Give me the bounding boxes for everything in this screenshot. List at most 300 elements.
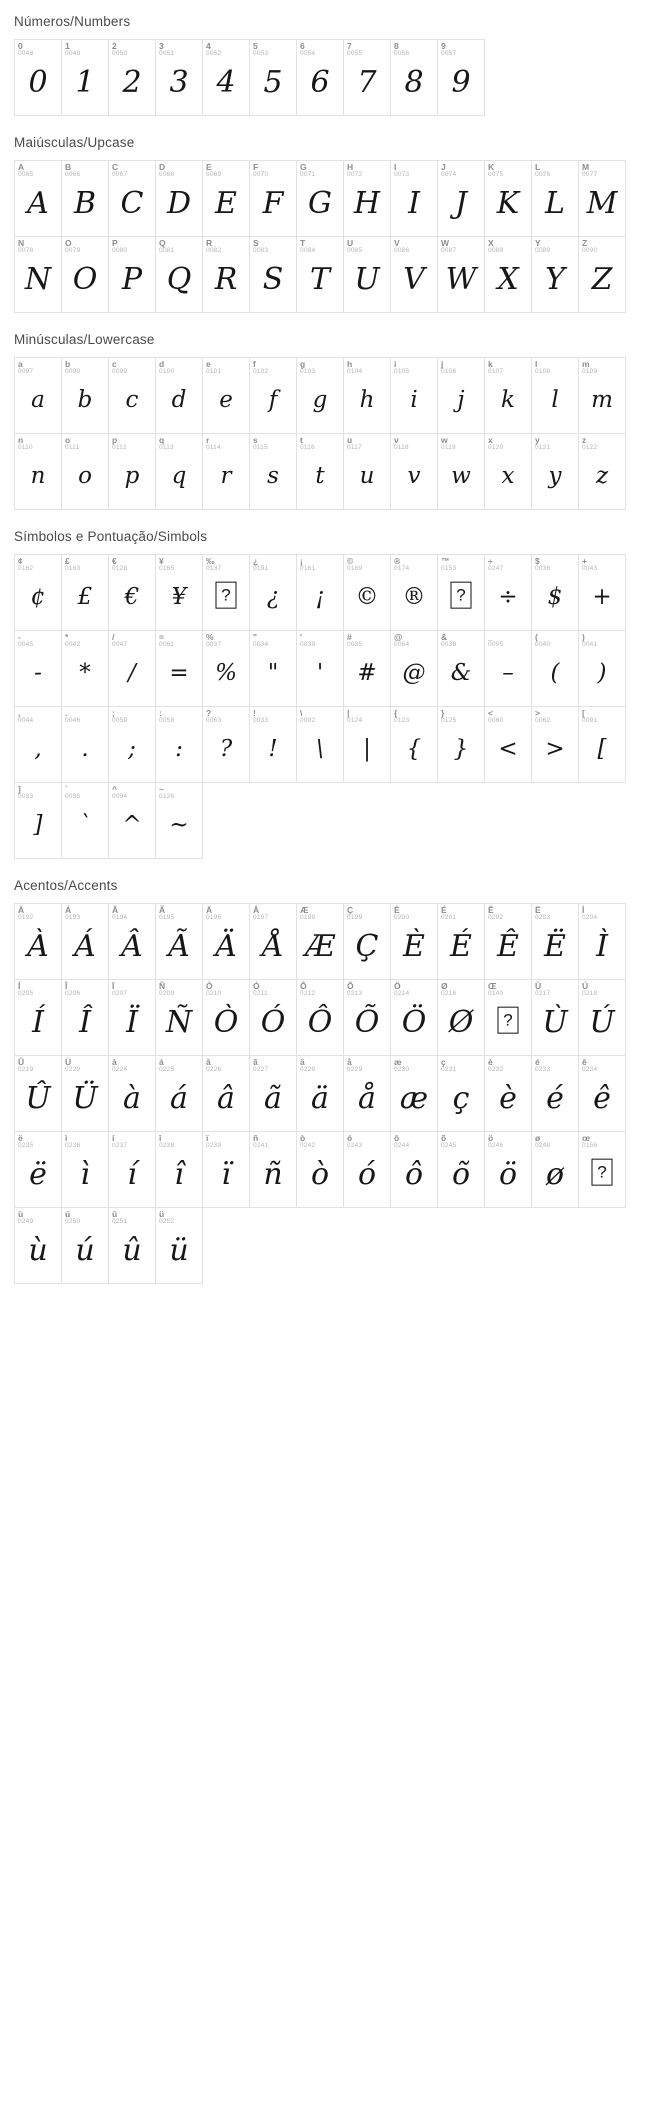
glyph-cell[interactable] [14,554,62,631]
glyph-cell[interactable] [202,979,250,1056]
glyph-char-label: 0 [18,41,23,51]
glyph-cell[interactable] [61,1207,109,1284]
glyph-cell[interactable] [578,706,626,783]
glyph-cell[interactable] [108,160,156,237]
glyph-render: Ù [542,1004,568,1040]
glyph-cell[interactable] [61,1131,109,1208]
glyph-cell[interactable] [249,160,297,237]
glyph-cell[interactable] [155,160,203,237]
glyph-char-label: | [347,708,350,718]
glyph-cell[interactable] [61,160,109,237]
glyph-char-label: Q [159,238,166,248]
glyph-render: > [545,736,565,762]
glyph-code-label: 0192 [18,913,34,921]
glyph-cell[interactable] [437,903,485,980]
glyph-render: w [451,463,471,489]
glyph-code-label: 0055 [347,49,363,57]
glyph-cell[interactable] [249,357,297,434]
glyph-cell[interactable] [249,1131,297,1208]
glyph-code-label: 0090 [582,246,598,254]
glyph-char-label: Œ [488,981,497,991]
glyph-cell[interactable] [202,357,250,434]
glyph-char-label: _ [488,632,493,642]
glyph-char-label: 1 [65,41,70,51]
glyph-cell[interactable] [202,1055,250,1132]
glyph-code-label: 0214 [394,989,410,997]
glyph-cell[interactable] [14,979,62,1056]
glyph-char-label: á [159,1057,164,1067]
glyph-cell[interactable] [14,630,62,707]
glyph-cell[interactable] [155,706,203,783]
glyph-grid [0,903,661,1283]
glyph-code-label: 0237 [112,1141,128,1149]
glyph-render: Ø [448,1004,474,1040]
glyph-cell[interactable] [61,903,109,980]
glyph-cell[interactable] [484,357,532,434]
glyph-cell[interactable] [108,1131,156,1208]
glyph-code-label: 0091 [582,716,598,724]
glyph-cell[interactable] [343,554,391,631]
glyph-code-label: 0219 [18,1065,34,1073]
glyph-cell[interactable] [14,357,62,434]
glyph-cell[interactable] [155,357,203,434]
glyph-cell[interactable] [296,630,344,707]
glyph-cell[interactable] [343,979,391,1056]
glyph-render: ! [268,736,278,762]
glyph-render: g [312,387,328,413]
glyph-cell[interactable] [296,39,344,116]
glyph-cell[interactable] [202,236,250,313]
glyph-cell[interactable] [61,706,109,783]
glyph-cell[interactable] [390,236,438,313]
glyph-code-label: 0228 [300,1065,316,1073]
glyph-cell[interactable] [108,554,156,631]
glyph-render: h [359,387,375,413]
glyph-cell[interactable] [61,39,109,116]
glyph-cell[interactable] [14,1131,62,1208]
glyph-cell[interactable] [155,1207,203,1284]
glyph-char-label: 8 [394,41,399,51]
glyph-cell[interactable] [14,433,62,510]
glyph-char-label: t [300,435,303,445]
glyph-char-label: s [253,435,258,445]
glyph-char-label: ) [582,632,585,642]
glyph-cell[interactable] [390,433,438,510]
glyph-code-label: 0209 [159,989,175,997]
section-accents [0,864,661,1283]
glyph-char-label: Ø [441,981,448,991]
glyph-cell[interactable] [343,1131,391,1208]
glyph-cell[interactable] [155,782,203,859]
glyph-char-label: ø [535,1133,541,1143]
glyph-char-label: $ [535,556,540,566]
glyph-char-label: Ú [582,981,589,991]
glyph-render: U [354,261,380,297]
glyph-cell[interactable] [155,554,203,631]
glyph-code-label: 0120 [488,443,504,451]
glyph-char-label: Õ [347,981,354,991]
glyph-char-label: Ë [535,905,541,915]
glyph-char-label: L [535,162,541,172]
glyph-cell[interactable] [155,979,203,1056]
glyph-cell[interactable] [14,1055,62,1132]
glyph-cell[interactable] [155,630,203,707]
glyph-cell[interactable] [155,1131,203,1208]
glyph-cell[interactable] [202,554,250,631]
glyph-code-label: 0061 [159,640,175,648]
glyph-cell[interactable] [296,433,344,510]
glyph-cell[interactable] [61,554,109,631]
glyph-cell[interactable] [343,706,391,783]
glyph-cell[interactable] [578,554,626,631]
glyph-render: Ô [307,1004,333,1040]
glyph-cell[interactable] [531,554,579,631]
glyph-char-label: J [441,162,446,172]
glyph-code-label: 0191 [253,564,269,572]
glyph-cell[interactable] [108,630,156,707]
glyph-cell[interactable] [108,782,156,859]
glyph-cell[interactable] [390,357,438,434]
glyph-char-label: v [394,435,399,445]
glyph-cell[interactable] [484,630,532,707]
glyph-char-label: Y [535,238,541,248]
glyph-code-label: 0062 [535,716,551,724]
glyph-render: z [595,463,609,489]
glyph-cell[interactable] [155,433,203,510]
glyph-cell[interactable] [437,1055,485,1132]
glyph-cell[interactable] [296,160,344,237]
glyph-cell[interactable] [61,1055,109,1132]
section-title: Números/Numbers [14,14,131,29]
glyph-char-label: £ [65,556,70,566]
glyph-cell[interactable] [531,236,579,313]
glyph-render: \ [316,736,324,762]
glyph-cell[interactable] [108,1207,156,1284]
glyph-code-label: 0078 [18,246,34,254]
glyph-cell[interactable] [484,433,532,510]
glyph-cell[interactable] [343,903,391,980]
glyph-cell[interactable] [390,706,438,783]
glyph-render: Ò [213,1004,239,1040]
glyph-code-label: 0066 [65,170,81,178]
glyph-code-label: 0122 [582,443,598,451]
glyph-cell[interactable] [578,236,626,313]
glyph-render: ú [75,1232,95,1268]
glyph-char-label: ¥ [159,556,164,566]
glyph-cell[interactable] [390,39,438,116]
glyph-code-label: 0086 [394,246,410,254]
glyph-cell[interactable] [390,630,438,707]
glyph-cell[interactable] [343,236,391,313]
glyph-cell[interactable] [437,630,485,707]
glyph-cell[interactable] [484,236,532,313]
glyph-render: G [308,185,332,221]
glyph-cell[interactable] [202,706,250,783]
glyph-cell[interactable] [578,1055,626,1132]
glyph-cell[interactable] [531,706,579,783]
glyph-char-label: " [253,632,258,642]
glyph-char-label: Â [112,905,119,915]
glyph-cell[interactable] [61,979,109,1056]
glyph-code-label: 0088 [488,246,504,254]
glyph-cell[interactable] [484,1055,532,1132]
glyph-cell[interactable] [484,979,532,1056]
glyph-code-label: 0121 [535,443,551,451]
glyph-cell[interactable] [202,39,250,116]
glyph-cell[interactable] [437,39,485,116]
glyph-cell[interactable] [296,903,344,980]
glyph-cell[interactable] [343,160,391,237]
glyph-char-label: / [112,632,115,642]
glyph-cell[interactable] [202,160,250,237]
glyph-char-label: d [159,359,165,369]
glyph-render: S [262,261,284,297]
glyph-cell[interactable] [61,433,109,510]
glyph-char-label: Î [65,981,68,991]
glyph-code-label: 0103 [300,367,316,375]
glyph-cell[interactable] [390,160,438,237]
glyph-cell[interactable] [249,39,297,116]
glyph-cell[interactable] [390,554,438,631]
glyph-code-label: 0236 [65,1141,81,1149]
glyph-char-label: Ù [535,981,542,991]
section-lowercase [0,318,661,509]
glyph-cell[interactable] [390,1055,438,1132]
glyph-cell[interactable] [108,39,156,116]
glyph-render: ` [79,812,91,838]
glyph-cell[interactable] [531,903,579,980]
glyph-cell[interactable] [578,903,626,980]
glyph-char-label: @ [394,632,403,642]
glyph-char-label: # [347,632,352,642]
glyph-cell[interactable] [437,1131,485,1208]
glyph-char-label: K [488,162,495,172]
glyph-render: ® [402,584,426,610]
glyph-render: I [408,185,420,221]
glyph-code-label: 0251 [112,1217,128,1225]
glyph-cell[interactable] [155,903,203,980]
glyph-char-label: 9 [441,41,446,51]
glyph-char-label: M [582,162,590,172]
glyph-code-label: 0096 [65,792,81,800]
glyph-cell[interactable] [437,236,485,313]
glyph-code-label: 0099 [112,367,128,375]
glyph-cell[interactable] [61,630,109,707]
glyph-cell[interactable] [437,160,485,237]
glyph-render: f [268,387,278,413]
glyph-cell[interactable] [484,903,532,980]
glyph-render: % [215,660,237,686]
glyph-code-label: 0238 [159,1141,175,1149]
glyph-cell[interactable] [108,1055,156,1132]
glyph-cell[interactable] [578,433,626,510]
glyph-char-label: è [488,1057,493,1067]
glyph-cell[interactable] [296,236,344,313]
glyph-code-label: 0077 [582,170,598,178]
glyph-notdef-box: ? [498,1006,519,1033]
glyph-render: ç [452,1080,470,1116]
glyph-cell[interactable] [14,782,62,859]
glyph-cell[interactable] [202,1131,250,1208]
glyph-cell[interactable] [437,979,485,1056]
glyph-cell[interactable] [343,433,391,510]
glyph-cell[interactable] [14,903,62,980]
glyph-cell[interactable] [484,706,532,783]
glyph-cell[interactable] [61,782,109,859]
glyph-render: Ã [168,928,190,964]
glyph-cell[interactable] [296,554,344,631]
glyph-cell[interactable] [202,903,250,980]
glyph-cell[interactable] [578,979,626,1056]
glyph-cell[interactable] [296,1055,344,1132]
glyph-cell[interactable] [249,236,297,313]
glyph-render: i [410,387,418,413]
glyph-render: 3 [169,64,189,100]
glyph-char-label: ñ [253,1133,259,1143]
glyph-cell[interactable] [14,160,62,237]
glyph-render: À [27,928,49,964]
glyph-cell[interactable] [249,630,297,707]
glyph-cell[interactable] [108,236,156,313]
glyph-cell[interactable] [249,903,297,980]
glyph-cell[interactable] [390,979,438,1056]
glyph-render: Z [591,261,613,297]
glyph-char-label: l [535,359,538,369]
glyph-cell[interactable] [578,357,626,434]
glyph-cell[interactable] [249,554,297,631]
glyph-char-label: \ [300,708,303,718]
glyph-code-label: 0205 [18,989,34,997]
glyph-code-label: 0198 [300,913,316,921]
glyph-char-label: Á [65,905,72,915]
glyph-cell[interactable] [108,706,156,783]
glyph-cell[interactable] [484,1131,532,1208]
glyph-cell[interactable] [484,554,532,631]
glyph-render: ä [311,1080,329,1116]
glyph-cell[interactable] [155,39,203,116]
glyph-cell[interactable] [14,1207,62,1284]
glyph-render: L [545,185,565,221]
glyph-cell[interactable] [390,903,438,980]
glyph-code-label: 0036 [535,564,551,572]
glyph-render: T [309,261,330,297]
glyph-code-label: 0047 [112,640,128,648]
glyph-code-label: 0245 [441,1141,457,1149]
glyph-render: Ú [589,1004,615,1040]
glyph-cell[interactable] [249,706,297,783]
glyph-cell[interactable] [296,1131,344,1208]
glyph-cell[interactable] [343,39,391,116]
glyph-cell[interactable] [249,433,297,510]
glyph-cell[interactable] [343,357,391,434]
glyph-render: , [34,736,42,762]
glyph-code-label: 0117 [347,443,362,451]
glyph-cell[interactable] [484,160,532,237]
glyph-cell[interactable] [437,433,485,510]
glyph-char-label: W [441,238,450,248]
glyph-code-label: 0246 [488,1141,504,1149]
glyph-cell[interactable] [296,706,344,783]
glyph-cell[interactable] [108,979,156,1056]
glyph-char-label: P [112,238,118,248]
glyph-cell[interactable] [437,554,485,631]
glyph-cell[interactable] [202,433,250,510]
glyph-cell[interactable] [578,160,626,237]
glyph-render: ) [597,660,607,686]
glyph-cell[interactable] [531,433,579,510]
glyph-render: r [220,463,232,489]
glyph-code-label: 0041 [582,640,598,648]
glyph-cell[interactable] [108,357,156,434]
glyph-char-label: b [65,359,71,369]
glyph-render: Û [25,1080,51,1116]
section-title: Símbolos e Pontuação/Simbols [14,529,208,544]
glyph-cell[interactable] [390,1131,438,1208]
glyph-char-label: f [253,359,256,369]
glyph-char-label: ? [206,708,212,718]
glyph-char-label: X [488,238,494,248]
glyph-cell[interactable] [249,1055,297,1132]
glyph-cell[interactable] [531,357,579,434]
glyph-char-label: w [441,435,448,445]
glyph-cell[interactable] [202,630,250,707]
glyph-cell[interactable] [14,39,62,116]
glyph-render: < [498,736,518,762]
glyph-cell[interactable] [296,979,344,1056]
glyph-render: B [73,185,97,221]
glyph-render: m [591,387,613,413]
glyph-cell[interactable] [14,236,62,313]
glyph-cell[interactable] [296,357,344,434]
glyph-render: É [450,928,472,964]
glyph-cell[interactable] [343,630,391,707]
glyph-cell[interactable] [155,236,203,313]
glyph-cell[interactable] [437,706,485,783]
glyph-cell[interactable] [249,979,297,1056]
glyph-cell[interactable] [531,979,579,1056]
glyph-cell[interactable] [155,1055,203,1132]
glyph-char-label: ù [18,1209,24,1219]
glyph-render: l [551,387,559,413]
glyph-char-label: ö [488,1133,494,1143]
glyph-cell[interactable] [343,1055,391,1132]
glyph-cell[interactable] [531,1131,579,1208]
glyph-char-label: Û [18,1057,25,1067]
glyph-cell[interactable] [61,236,109,313]
glyph-char-label: , [18,708,21,718]
glyph-cell[interactable] [14,706,62,783]
glyph-cell[interactable] [531,1055,579,1132]
glyph-code-label: 0156 [582,1141,598,1149]
glyph-char-label: o [65,435,71,445]
glyph-cell[interactable] [578,1131,626,1208]
glyph-cell[interactable] [108,433,156,510]
glyph-cell[interactable] [578,630,626,707]
glyph-render: ¥ [171,584,187,610]
glyph-cell[interactable] [437,357,485,434]
glyph-cell[interactable] [531,630,579,707]
glyph-cell[interactable] [61,357,109,434]
glyph-code-label: 0250 [65,1217,81,1225]
glyph-cell[interactable] [108,903,156,980]
glyph-char-label: a [18,359,23,369]
glyph-cell[interactable] [531,160,579,237]
glyph-char-label: D [159,162,166,172]
glyph-render: Q [166,261,192,297]
glyph-code-label: 0039 [300,640,316,648]
glyph-render: ï [221,1156,231,1192]
glyph-code-label: 0095 [488,640,504,648]
